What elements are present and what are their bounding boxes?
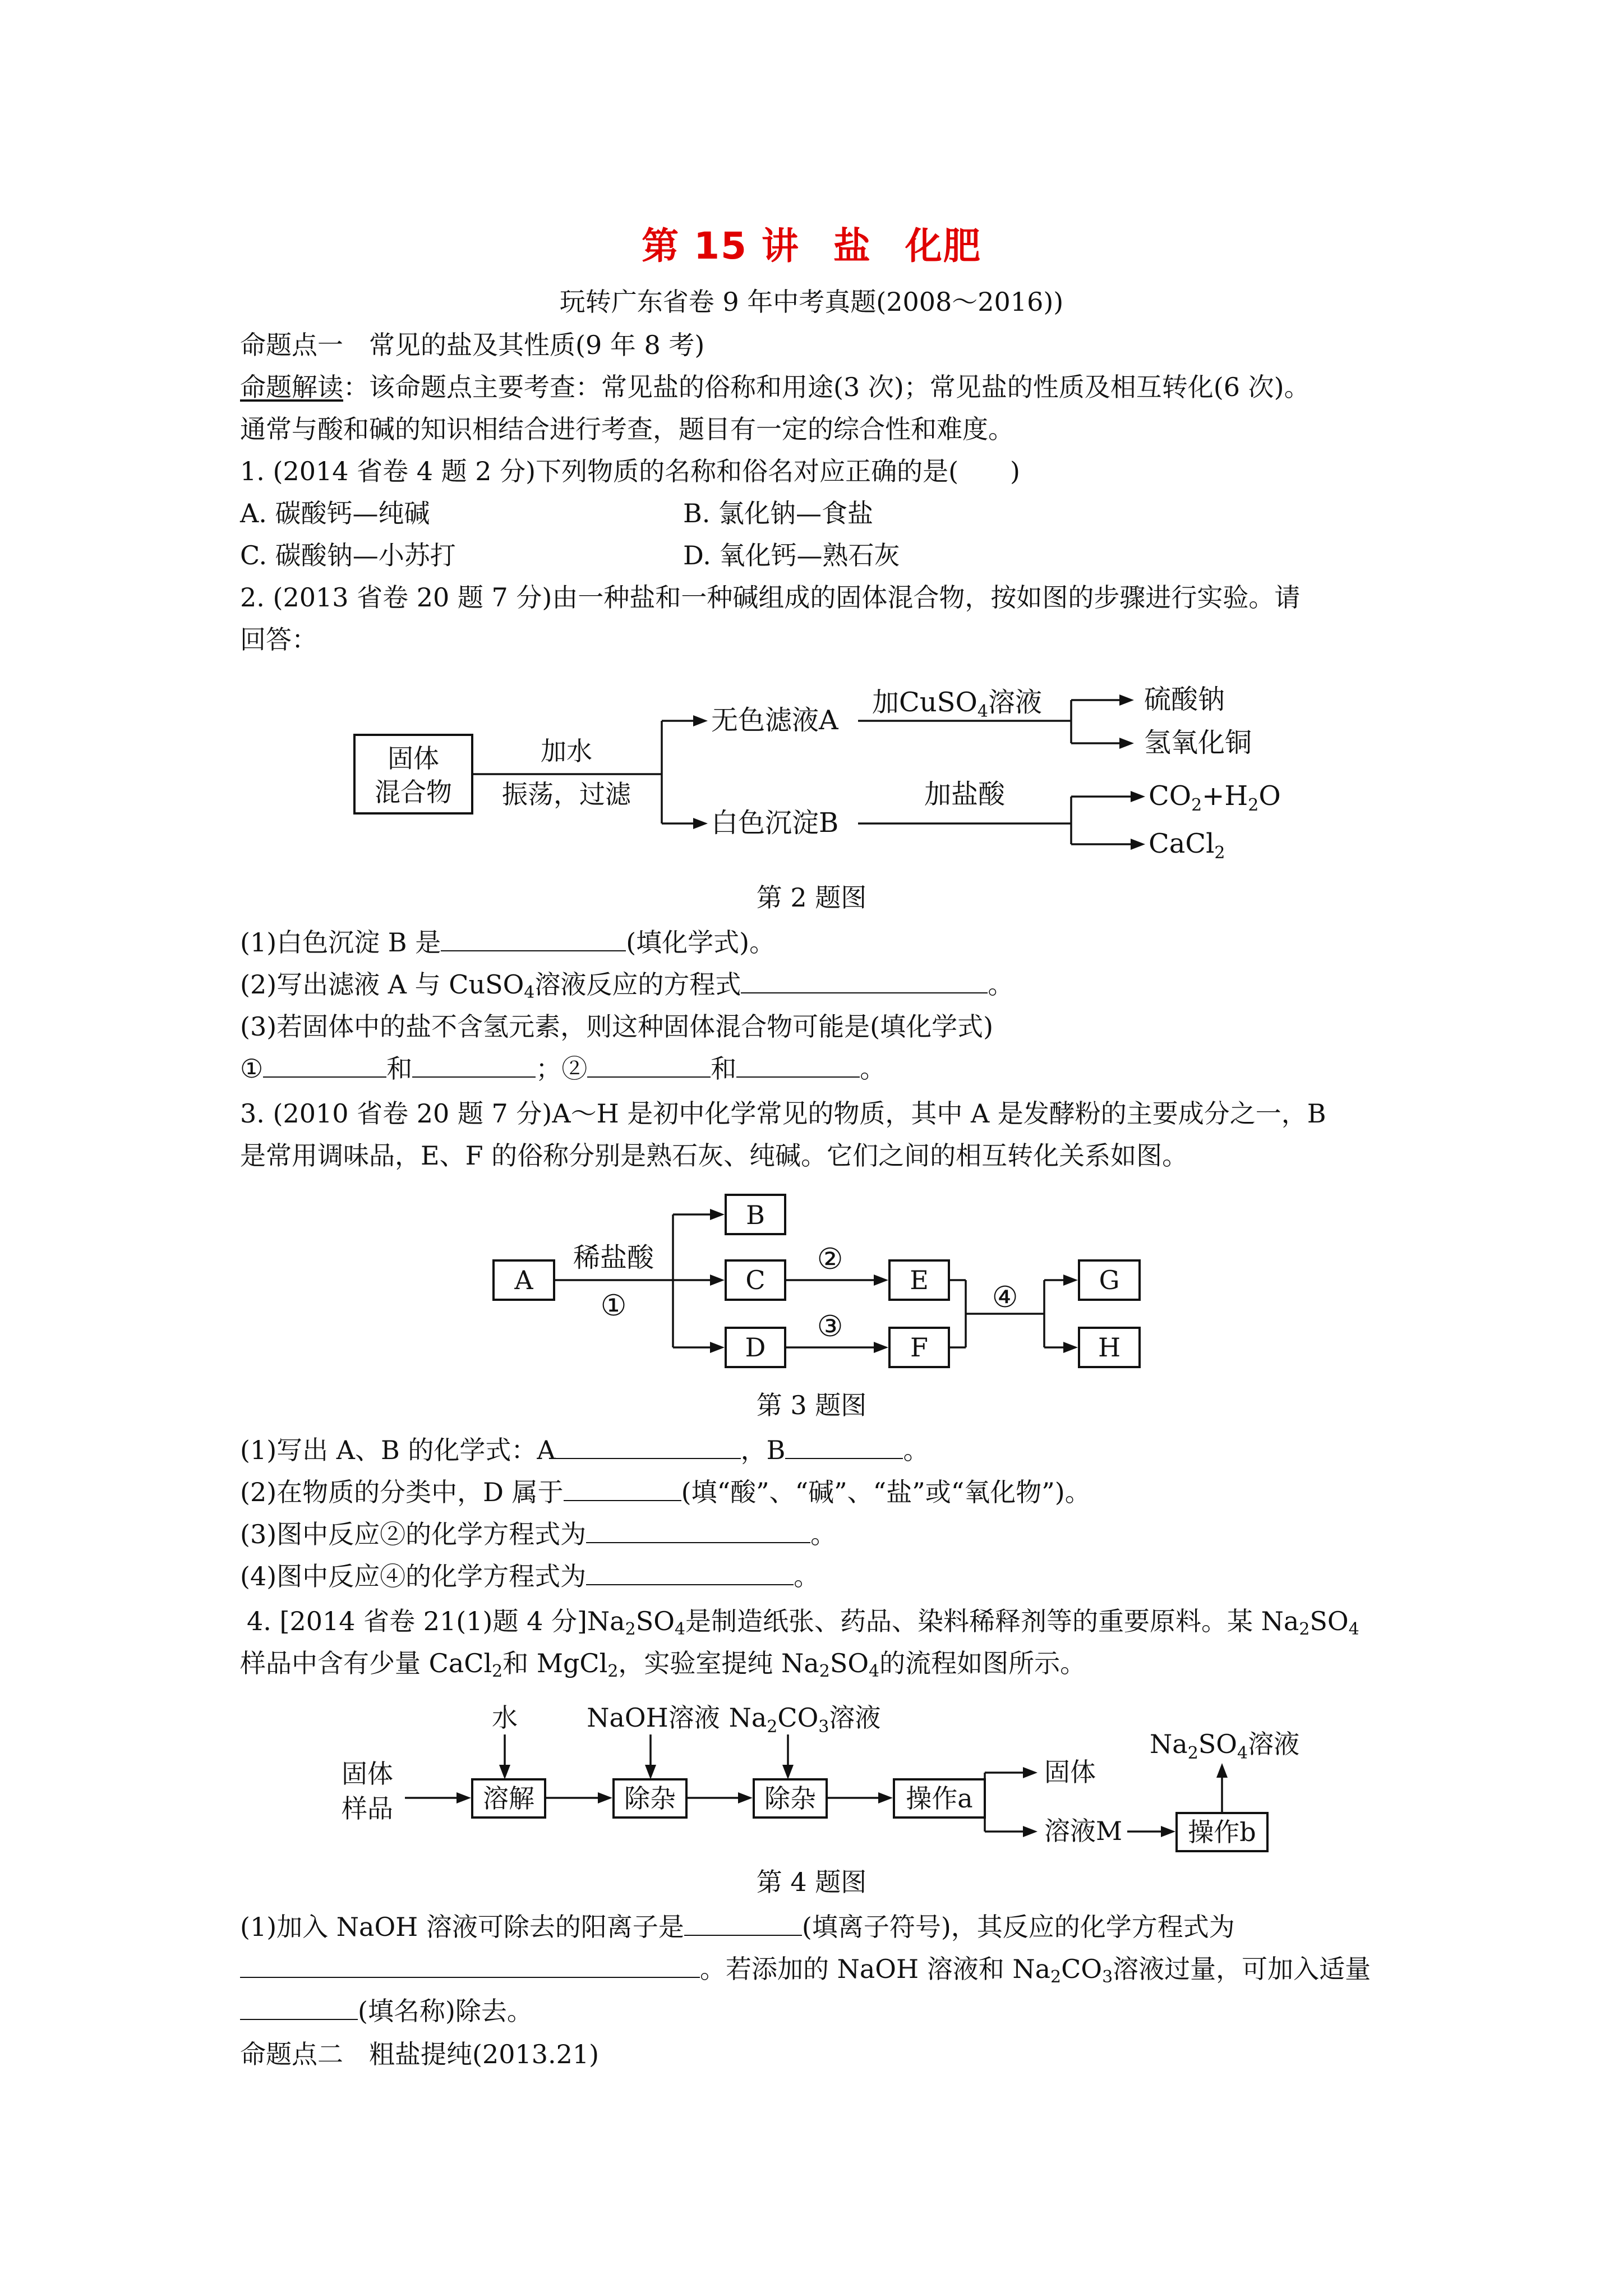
intro-text: ：该命题点主要考查：常见盐的俗称和用途(3 次)；常见盐的性质及相互转化(6 次)。 bbox=[343, 372, 1310, 402]
q3-caption: 第 3 题图 bbox=[756, 1390, 867, 1420]
q2-label-hcl: 加盐酸 bbox=[924, 779, 1006, 810]
q2-arrowhead-product2 bbox=[1119, 738, 1134, 749]
q4-arrowhead-product bbox=[1216, 1763, 1228, 1778]
q2-arrowhead-product1 bbox=[1119, 694, 1134, 706]
q4-sample-line1: 固体 bbox=[342, 1759, 393, 1789]
q3-part3: (3)图中反应②的化学方程式为 。 bbox=[240, 1517, 836, 1551]
q2-arrowhead-co2 bbox=[1131, 791, 1145, 802]
q2-blank5[interactable] bbox=[587, 1052, 711, 1078]
q4-output-solid: 固体 bbox=[1044, 1757, 1096, 1787]
q2-blank1[interactable] bbox=[441, 926, 626, 951]
q4-label-operation-a: 操作a bbox=[906, 1783, 973, 1814]
q3-blank5[interactable] bbox=[586, 1559, 794, 1585]
q4-part1-end: (填名称)除去。 bbox=[240, 1994, 533, 2028]
q3-label-a: A bbox=[514, 1265, 533, 1295]
q1-option-c: C. 碳酸钠—小苏打 bbox=[240, 540, 456, 570]
q4-caption: 第 4 题图 bbox=[756, 1867, 867, 1897]
q3-reaction-2: ② bbox=[817, 1243, 843, 1276]
q4-label-operation-b: 操作b bbox=[1188, 1817, 1256, 1847]
q2-product-copper-hydroxide: 氢氧化铜 bbox=[1144, 727, 1252, 758]
q2-stem-line1: 2. (2013 省卷 20 题 7 分)由一种盐和一种碱组成的固体混合物，按如图的步骤进行实验。请 bbox=[240, 582, 1301, 613]
q4-blank1[interactable] bbox=[684, 1910, 802, 1936]
q2-step-filter: 振荡，过滤 bbox=[502, 779, 631, 809]
q4-arrowhead-solid bbox=[1023, 1767, 1038, 1778]
q4-arrowhead-1 bbox=[598, 1792, 612, 1803]
q3-stem-line2: 是常用调味品，E、F 的俗称分别是熟石灰、纯碱。它们之间的相互转化关系如图。 bbox=[240, 1140, 1188, 1171]
q1-option-d: D. 氧化钙—熟石灰 bbox=[683, 540, 900, 570]
q4-arrowhead-sample bbox=[457, 1792, 471, 1803]
title-lesson: 第 15 讲 bbox=[642, 224, 800, 268]
q4-label-remove1: 除杂 bbox=[624, 1783, 676, 1814]
q3-blank4[interactable] bbox=[586, 1517, 810, 1543]
q3-blank2[interactable] bbox=[785, 1433, 903, 1459]
q3-arrowhead-h bbox=[1063, 1342, 1078, 1353]
q4-sample-line2: 样品 bbox=[342, 1793, 393, 1824]
q3-blank3[interactable] bbox=[564, 1475, 681, 1501]
q3-label-e: E bbox=[910, 1265, 929, 1295]
q2-part2: (2)写出滤液 A 与 CuSO$_4$溶液反应的方程式 。 bbox=[240, 968, 1013, 1001]
q4-part1-cont: 。若添加的 NaOH 溶液和 $Na_2CO_3$溶液过量，可加入适量 bbox=[240, 1952, 1371, 1986]
q1-stem: 1. (2014 省卷 4 题 2 分)下列物质的名称和俗名对应正确的是( ) bbox=[240, 456, 1021, 486]
q3-label-c: C bbox=[745, 1265, 766, 1295]
q4-arrowhead-water bbox=[499, 1765, 510, 1779]
q4-arrowhead-3 bbox=[878, 1792, 893, 1803]
q3-blank1[interactable] bbox=[556, 1433, 741, 1459]
q3-arrowhead-d bbox=[710, 1342, 725, 1353]
section1-heading: 命题点一 常见的盐及其性质(9 年 8 考) bbox=[240, 330, 705, 360]
q2-part3-answers: ① 和 ；② 和 。 bbox=[240, 1052, 886, 1085]
q3-reaction-4: ④ bbox=[992, 1281, 1018, 1314]
q3-reagent: 稀盐酸 bbox=[573, 1242, 654, 1273]
q2-caption: 第 2 题图 bbox=[756, 882, 867, 913]
q3-label-b: B bbox=[746, 1200, 765, 1230]
q4-label-remove2: 除杂 bbox=[764, 1783, 816, 1814]
q3-part4: (4)图中反应④的化学方程式为 。 bbox=[240, 1559, 819, 1593]
q2-part3: (3)若固体中的盐不含氢元素，则这种固体混合物可能是(填化学式) bbox=[240, 1011, 994, 1042]
q4-stem-line1: 4. [2014 省卷 21(1)题 4 分]$Na_2SO_4$是制造纸张、药品、染料稀释剂等的重要原料。某 $Na_2SO_4$ bbox=[247, 1606, 1359, 1639]
title-topic-salt: 盐 bbox=[833, 224, 872, 268]
q3-label-f: F bbox=[910, 1332, 928, 1363]
q4-arrowhead-na2co3 bbox=[782, 1765, 794, 1779]
q2-arrowhead-cacl2 bbox=[1131, 839, 1145, 850]
q4-label-dissolve: 溶解 bbox=[483, 1783, 534, 1814]
q2-product-co2-h2o: $CO_2+H_2O$ bbox=[1149, 780, 1281, 815]
section1-intro-line2: 通常与酸和碱的知识相结合进行考查，题目有一定的综合性和难度。 bbox=[240, 414, 1014, 444]
q2-product-sodium-sulfate: 硫酸钠 bbox=[1144, 684, 1225, 715]
q4-blank3[interactable] bbox=[240, 1994, 358, 2020]
q2-filtrate-a: 无色滤液A bbox=[711, 705, 838, 736]
q2-arrowhead-precipitate bbox=[693, 818, 708, 829]
q3-label-d: D bbox=[745, 1332, 766, 1363]
q4-input-na2co3: $Na_2CO_3$溶液 bbox=[728, 1703, 881, 1737]
q2-label-cuso4: 加CuSO$_4$溶液 bbox=[872, 687, 1042, 721]
q2-blank4[interactable] bbox=[412, 1052, 536, 1078]
q4-arrowhead-solution bbox=[1023, 1826, 1038, 1837]
q2-blank2[interactable] bbox=[741, 968, 988, 993]
q4-arrowhead-2 bbox=[738, 1792, 753, 1803]
q2-box-line1: 固体 bbox=[388, 743, 439, 774]
q1-option-b: B. 氯化钠—食盐 bbox=[683, 498, 874, 528]
q2-step-add-water: 加水 bbox=[541, 736, 592, 766]
q4-product-na2so4: $Na_2SO_4$溶液 bbox=[1150, 1729, 1300, 1763]
q3-part1: (1)写出 A、B 的化学式：A ，B 。 bbox=[240, 1433, 929, 1467]
q3-reaction-1: ① bbox=[600, 1289, 627, 1323]
q4-input-water: 水 bbox=[492, 1703, 518, 1733]
q4-output-solution-m: 溶液M bbox=[1044, 1816, 1123, 1846]
q1-option-a: A. 碳酸钙—纯碱 bbox=[240, 498, 430, 528]
q3-arrowhead-c bbox=[710, 1274, 725, 1286]
q4-input-naoh: NaOH溶液 bbox=[587, 1703, 720, 1733]
q3-label-g: G bbox=[1099, 1265, 1120, 1295]
q3-arrowhead-b bbox=[710, 1209, 725, 1220]
q3-part2: (2)在物质的分类中，D 属于 (填“酸”、“碱”、“盐”或“氧化物”)。 bbox=[240, 1475, 1091, 1509]
q3-arrowhead-e bbox=[874, 1274, 888, 1286]
q3-label-h: H bbox=[1098, 1332, 1121, 1363]
q2-part1: (1)白色沉淀 B 是 (填化学式)。 bbox=[240, 926, 775, 959]
q4-arrowhead-op-b bbox=[1161, 1826, 1175, 1837]
q2-precipitate-b: 白色沉淀B bbox=[711, 807, 839, 839]
q2-box-line2: 混合物 bbox=[375, 777, 452, 807]
q3-arrowhead-g bbox=[1063, 1274, 1078, 1286]
q3-stem-line1: 3. (2010 省卷 20 题 7 分)A～H 是初中化学常见的物质，其中 A 是发酵粉的主要成分之一，B bbox=[240, 1098, 1326, 1129]
q4-part1: (1)加入 NaOH 溶液可除去的阳离子是 (填离子符号)，其反应的化学方程式为 bbox=[240, 1910, 1235, 1944]
section2-heading: 命题点二 粗盐提纯(2013.21) bbox=[240, 2039, 600, 2069]
q3-arrowhead-f bbox=[874, 1342, 888, 1353]
q4-arrowhead-naoh bbox=[645, 1765, 656, 1779]
title-topic-fertilizer: 化肥 bbox=[905, 224, 981, 268]
q2-blank6[interactable] bbox=[736, 1052, 860, 1078]
q2-arrowhead-filtrate bbox=[693, 715, 708, 726]
q2-product-cacl2: CaCl$_2$ bbox=[1149, 828, 1225, 863]
page-subtitle: 玩转广东省卷 9 年中考真题(2008～2016)) bbox=[559, 287, 1064, 317]
q2-blank3[interactable] bbox=[263, 1052, 386, 1078]
intro-label: 命题解读 bbox=[240, 372, 343, 402]
q2-stem-line2: 回答： bbox=[240, 624, 317, 655]
q4-blank2[interactable] bbox=[240, 1952, 700, 1978]
q4-stem-line2: 样品中含有少量 CaCl$_2$和 MgCl$_2$，实验室提纯 $Na_2SO_4$的流程如图所示。 bbox=[240, 1648, 1086, 1681]
q3-reaction-3: ③ bbox=[817, 1310, 843, 1343]
